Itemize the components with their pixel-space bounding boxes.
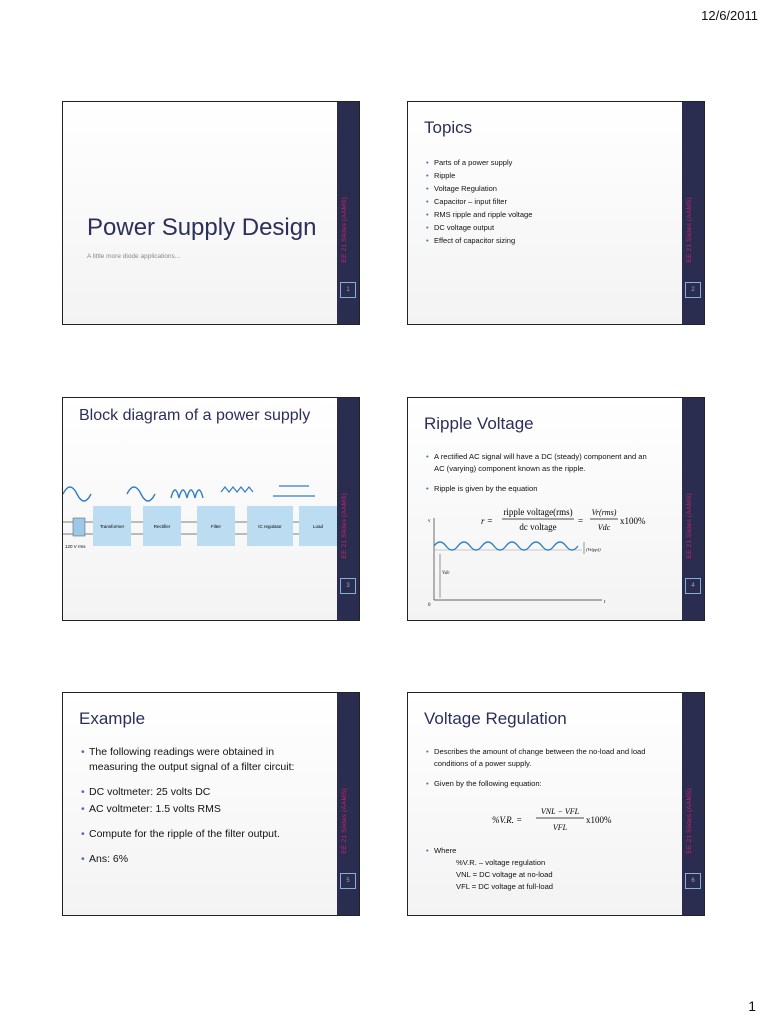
- slide-3: [62, 397, 360, 621]
- slide-1: [62, 101, 360, 325]
- slide-sidebar: [682, 102, 704, 324]
- equation-equals: =: [578, 516, 584, 526]
- ac-wave-icon: [63, 487, 91, 501]
- bullet-list: [426, 451, 656, 503]
- bullet-list: [426, 845, 456, 865]
- sidebar-text: EE 21 Slides (AAMS): [686, 197, 693, 263]
- list-item: • Effect of capacitor sizing: [426, 234, 532, 247]
- header-date: 12/6/2011: [701, 8, 758, 23]
- slide-body: [63, 102, 337, 324]
- regulation-equation: [478, 801, 678, 837]
- transformer-symbol-icon: [73, 518, 85, 536]
- equation-denominator: VFL: [552, 823, 568, 832]
- block-label: Filter: [211, 524, 221, 529]
- list-item: • Where: [426, 845, 456, 857]
- slide-title: Voltage Regulation: [424, 709, 567, 728]
- slide-body: [63, 693, 337, 915]
- equation-numerator: VNL − VFL: [540, 807, 580, 816]
- x-axis-label: t: [604, 600, 606, 605]
- slide-body: [63, 398, 337, 620]
- slide-number: 4: [685, 578, 701, 594]
- rectified-wave-icon: [171, 490, 203, 498]
- list-item: • Parts of a power supply: [426, 156, 532, 169]
- where-item: %V.R. – voltage regulation: [456, 858, 546, 867]
- sidebar-text: EE 21 Slides (AAMS): [341, 197, 348, 263]
- where-list: [456, 857, 553, 893]
- list-item: • Ripple is given by the equation: [426, 483, 656, 495]
- slide-title: Block diagram of a power supply: [79, 407, 311, 424]
- origin-label: 0: [428, 603, 431, 608]
- sidebar-text: EE 21 Slides (AAMS): [341, 493, 348, 559]
- slide-sidebar: [337, 102, 359, 324]
- equation-denominator: dc voltage: [519, 522, 557, 532]
- list-item: • A rectified AC signal will have a DC (steady) component and an AC (varying) component known as the ripple.: [426, 451, 656, 475]
- sidebar-text: EE 21 Slides (AAMS): [686, 788, 693, 854]
- list-item: • Compute for the ripple of the filter output.: [81, 827, 317, 842]
- list-item: • Capacitor – input filter: [426, 195, 532, 208]
- slide-5: [62, 692, 360, 916]
- list-item: • Given by the following equation:: [426, 778, 662, 790]
- equation-denominator-2: Vdc: [597, 523, 611, 532]
- where-item: VNL = DC voltage at no-load: [456, 870, 553, 879]
- equation-lhs: %V.R. =: [492, 815, 523, 825]
- equation-tail: x100%: [586, 815, 612, 825]
- page-number: 1: [748, 998, 756, 1014]
- block-label: Transformer: [99, 524, 125, 529]
- slide-number: 5: [340, 873, 356, 889]
- list-item: • RMS ripple and ripple voltage: [426, 208, 532, 221]
- list-item: • Voltage Regulation: [426, 182, 532, 195]
- slide-title: Power Supply Design: [87, 214, 317, 241]
- equation-tail: x100%: [620, 516, 646, 526]
- ripple-wave-icon: [221, 487, 253, 492]
- topic-list: [426, 156, 532, 247]
- bullet-list: [426, 746, 662, 798]
- slide-body: [408, 102, 682, 324]
- vdc-label: Vdc: [442, 571, 450, 576]
- block-label: Rectifier: [153, 524, 171, 529]
- slide-6: [407, 692, 705, 916]
- list-item: • DC voltage output: [426, 221, 532, 234]
- bullet-list: [81, 745, 317, 877]
- list-item: • Ans: 6%: [81, 852, 317, 867]
- ac-wave-icon: [127, 487, 155, 501]
- sidebar-text: EE 21 Slides (AAMS): [686, 493, 693, 559]
- list-item: • DC voltmeter: 25 volts DC: [81, 785, 317, 800]
- slide-title: Example: [79, 709, 146, 728]
- slide-number: 1: [340, 282, 356, 298]
- list-item: • AC voltmeter: 1.5 volts RMS: [81, 802, 317, 817]
- input-label: 120 V rms: [65, 544, 86, 549]
- list-item: • The following readings were obtained in measuring the output signal of a filter circuit:: [81, 745, 317, 775]
- slide-number: 3: [340, 578, 356, 594]
- slide-2: [407, 101, 705, 325]
- where-item: VFL = DC voltage at full-load: [456, 882, 554, 891]
- slide-sidebar: [337, 693, 359, 915]
- list-item: • Ripple: [426, 169, 532, 182]
- slide-title: Topics: [424, 118, 473, 137]
- ripple-wave: [434, 542, 578, 550]
- slide-sidebar: [337, 398, 359, 620]
- slide-body: [408, 398, 682, 620]
- block-diagram: [63, 476, 337, 586]
- slide-subtitle: A little more diode applications...: [87, 253, 181, 260]
- equation-lhs: r =: [481, 516, 493, 526]
- ripple-pp-label: (Vr(pp)): [586, 547, 601, 552]
- slide-number: 6: [685, 873, 701, 889]
- slide-4: [407, 397, 705, 621]
- sidebar-text: EE 21 Slides (AAMS): [341, 788, 348, 854]
- list-item: • Describes the amount of change between the no-load and load conditions of a power supply.: [426, 746, 662, 770]
- y-axis-label: v: [428, 519, 431, 524]
- ripple-plot: [422, 514, 622, 608]
- slide-number: 2: [685, 282, 701, 298]
- equation-numerator: ripple voltage(rms): [503, 507, 573, 517]
- block-label: Load: [312, 524, 324, 529]
- slide-title: Ripple Voltage: [424, 414, 534, 433]
- slide-sidebar: [682, 398, 704, 620]
- slide-body: [408, 693, 682, 915]
- block-label: IC regulator: [258, 524, 282, 529]
- equation-numerator-2: Vr(rms): [591, 508, 617, 517]
- slide-sidebar: [682, 693, 704, 915]
